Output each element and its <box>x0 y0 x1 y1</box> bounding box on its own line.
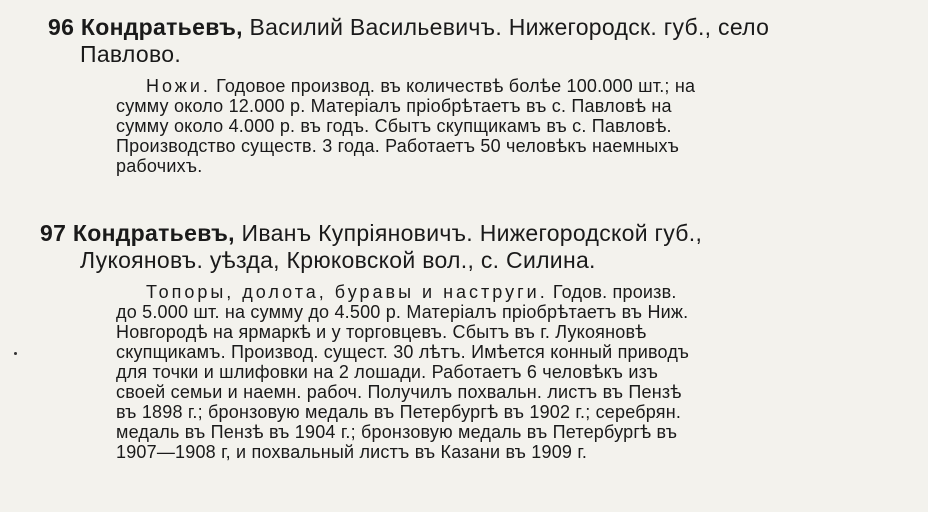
body-line: въ 1898 г.; бронзовую медаль въ Петербургѣ въ 1902 г.; серебрян. <box>116 402 682 422</box>
entry-header-rest: Василий Васильевичъ. Нижегородск. губ., село <box>242 14 770 40</box>
entry-surname: Кондратьевъ, <box>80 14 243 40</box>
body-line: до 5.000 шт. на сумму до 4.500 р. Матеріалъ пріобрѣтаетъ въ Ниж. <box>116 302 689 322</box>
entry-body <box>48 76 888 176</box>
entry-96 <box>48 14 888 176</box>
body-text: Годовое производ. въ количествѣ болѣе 100.000 шт.; на <box>210 76 696 96</box>
entry-97 <box>40 220 888 462</box>
entry-header-rest: Иванъ Купріяновичъ. Нижегородской губ., <box>234 220 703 246</box>
body-line: своей семьи и наемн. рабоч. Получилъ похвальн. листъ въ Пензѣ <box>116 382 682 402</box>
entry-header-line2: Лукояновъ. уѣзда, Крюковской вол., с. Силина. <box>80 247 596 273</box>
body-line: Производство существ. 3 года. Работаетъ 50 человѣкъ наемныхъ <box>116 136 680 156</box>
entry-surname: Кондратьевъ, <box>72 220 235 246</box>
product-name: Ножи. <box>146 76 211 96</box>
body-line: для точки и шлифовки на 2 лошади. Работаетъ 6 человѣкъ изъ <box>116 362 659 382</box>
entry-header <box>48 14 888 68</box>
body-text: Годов. произв. <box>547 282 677 302</box>
print-speck <box>14 352 17 355</box>
entry-number: 97 <box>40 220 67 246</box>
body-line <box>116 76 888 96</box>
entry-number: 96 <box>48 14 75 40</box>
body-line: скупщикамъ. Производ. сущест. 30 лѣтъ. Имѣется конный приводъ <box>116 342 690 362</box>
product-name: Топоры, долота, буравы и наструги. <box>146 282 548 302</box>
entry-header <box>40 220 888 274</box>
body-line: сумму около 4.000 р. въ годъ. Сбытъ скупщикамъ въ с. Павловѣ. <box>116 116 672 136</box>
entry-body <box>48 282 888 462</box>
body-line <box>116 282 888 302</box>
body-line: рабочихъ. <box>116 156 203 176</box>
body-line: медаль въ Пензѣ въ 1904 г.; бронзовую медаль въ Петербургѣ въ <box>116 422 678 442</box>
body-line: сумму около 12.000 р. Матеріалъ пріобрѣтаетъ въ с. Павловѣ на <box>116 96 672 116</box>
entry-header-line2: Павлово. <box>80 41 182 67</box>
body-line: Новгородѣ на ярмаркѣ и у торговцевъ. Сбытъ въ г. Лукояновѣ <box>116 322 647 342</box>
body-line: 1907—1908 г, и похвальный листъ въ Казани въ 1909 г. <box>116 442 588 462</box>
